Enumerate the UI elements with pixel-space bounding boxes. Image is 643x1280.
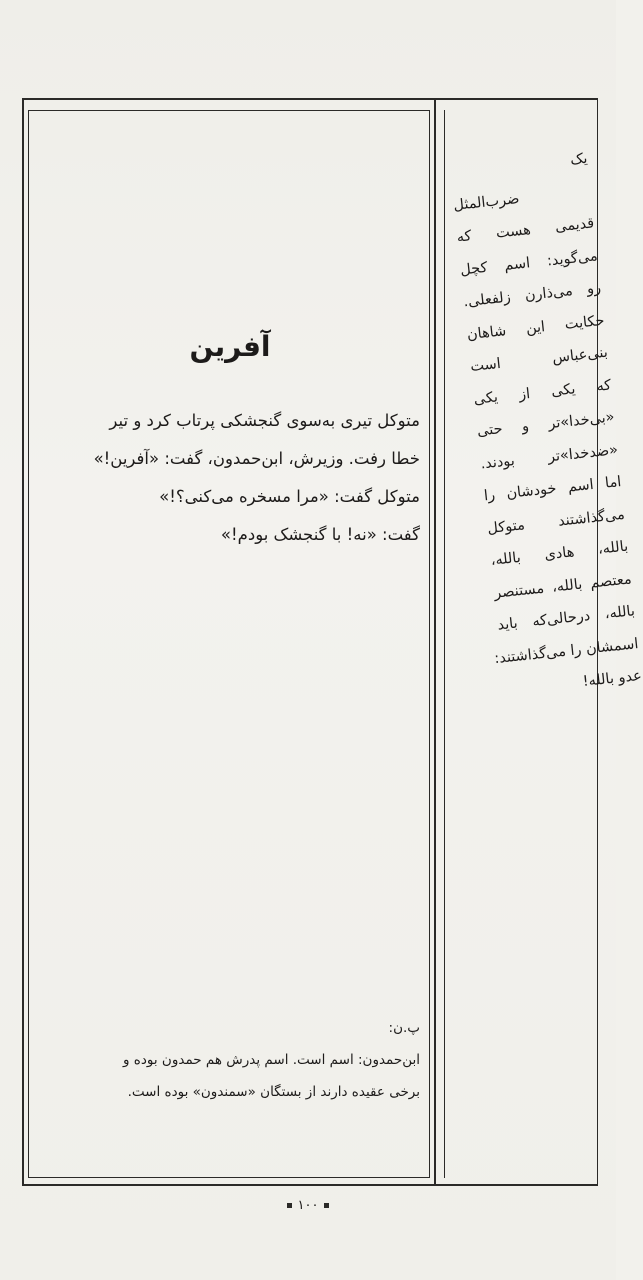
sidebar-line: بالله، درحالی‌که باید (496, 603, 636, 634)
page-number (250, 1198, 366, 1213)
sidebar-line: اما اسم خودشان را (483, 473, 623, 505)
sidebar-line: می‌گذاشتند متوکل (486, 506, 626, 537)
footnote-line: برخی عقیده دارند از بستگان «سمندون» بوده است. (127, 1084, 420, 1100)
sidebar-line: «بی‌خدا»تر و حتی (476, 409, 616, 440)
sidebar-line: قدیمی هست که (456, 215, 595, 246)
sidebar-line: می‌گوید: اسم کچل (459, 247, 599, 279)
story-line: متوکل گفت: «مرا مسخره می‌کنی؟!» (159, 487, 420, 506)
page-number-value: ۱۰۰ (297, 1198, 319, 1213)
story-line: خطا رفت. وزیرش، ابن‌حمدون، گفت: «آفرین!» (93, 449, 420, 468)
sidebar-line: «ضدخدا»تر بودند. (479, 441, 619, 472)
story-line: گفت: «نه! با گنجشک بودم!» (220, 525, 420, 544)
sidebar-line: ضرب‌المثل (452, 190, 521, 214)
sidebar-line: عدو بالله! (581, 667, 643, 690)
sidebar-line: حکایت این شاهان (466, 312, 606, 343)
square-bullet-icon (324, 1203, 329, 1208)
sidebar-line: معتصم بالله، مستنصر (493, 570, 633, 602)
footnote (40, 1012, 420, 1108)
sidebar-line: بالله، هادی بالله، (489, 538, 629, 569)
sidebar-line: رو می‌ذارن زلفعلی. (462, 280, 602, 311)
footnote-line: ابن‌حمدون: اسم است. اسم پدرش هم حمدون بوده و (123, 1052, 420, 1068)
sidebar-line: اسمشان را می‌گذاشتند: (493, 635, 640, 667)
footnote-label: پ.ن: (388, 1020, 420, 1036)
story-title: آفرین (189, 330, 271, 363)
sidebar-line: یک (569, 150, 589, 169)
story-line: متوکل تیری به‌سوی گنجشکی پرتاب کرد و تیر (109, 411, 420, 430)
square-bullet-icon (287, 1203, 292, 1208)
sidebar-line: که یکی از یکی (472, 376, 612, 408)
sidebar-line: بنی‌عباس است (469, 344, 609, 376)
sidebar-inner-line (444, 110, 445, 1178)
story-body (40, 402, 420, 554)
